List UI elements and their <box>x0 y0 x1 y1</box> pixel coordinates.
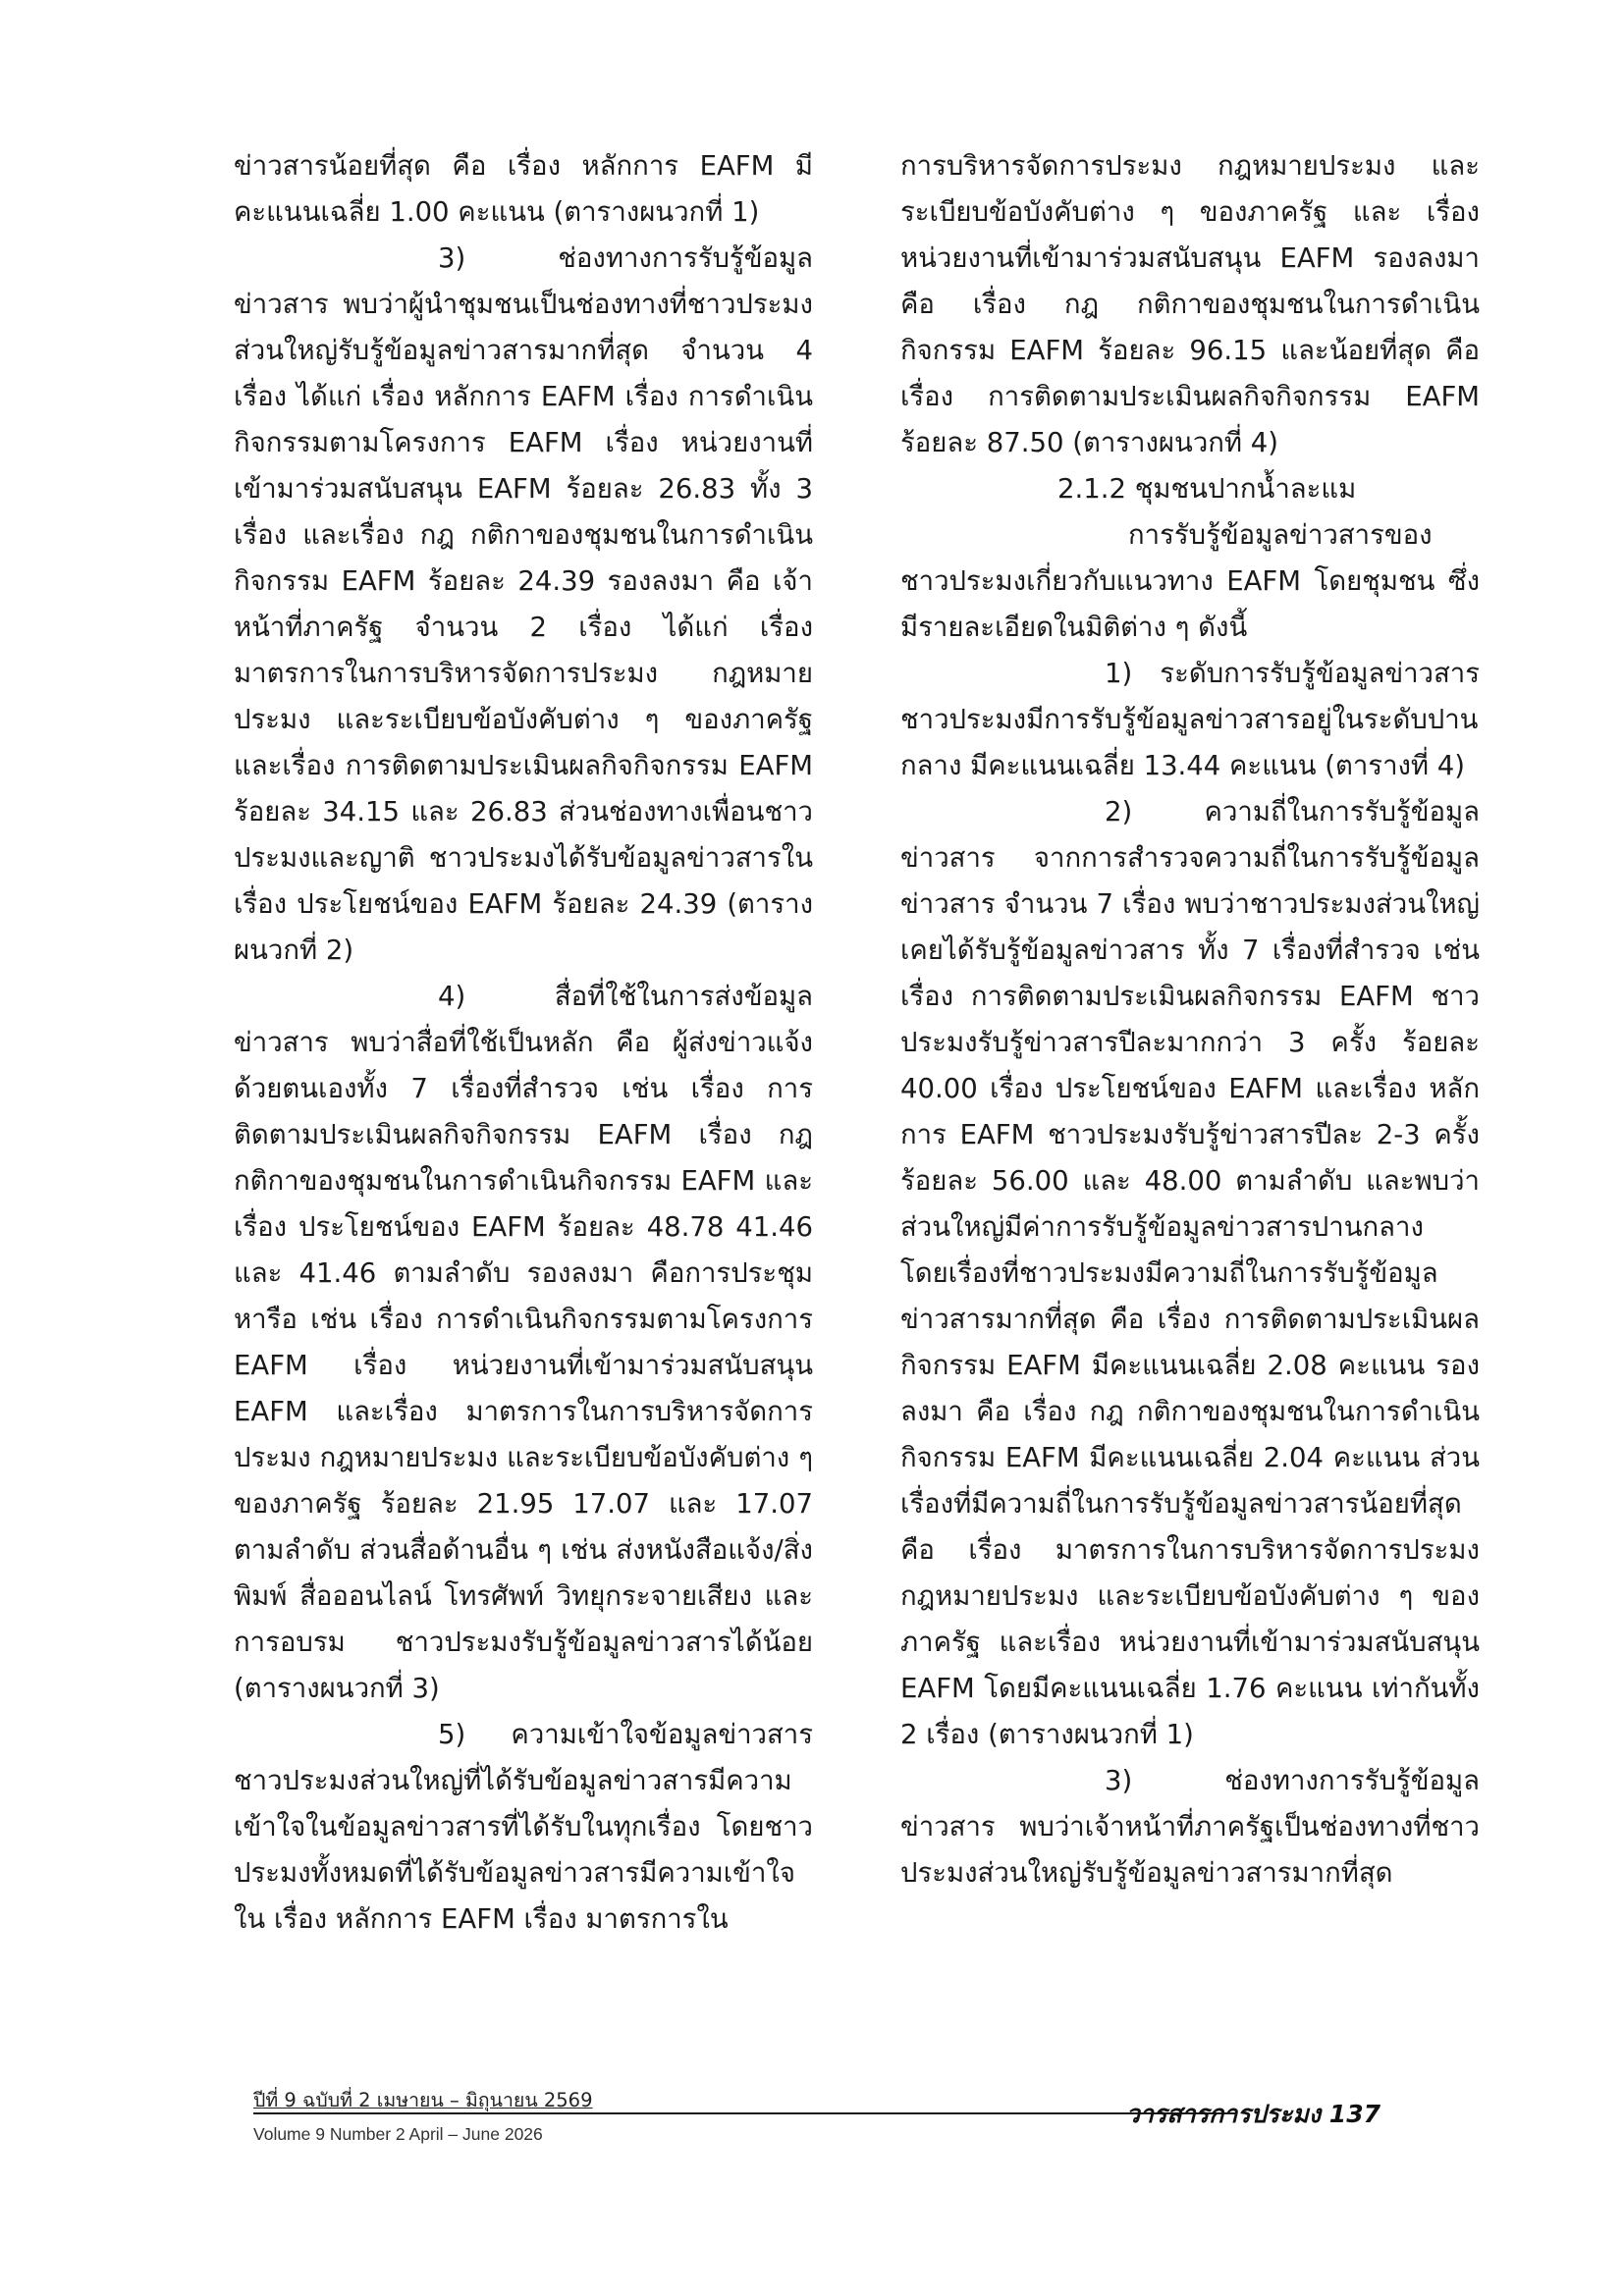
issue-english: Volume 9 Number 2 April – June 2026 <box>253 2124 543 2144</box>
paragraph: 2.1.2 ชุมชนปากน้ำละแม <box>1057 473 1357 505</box>
paragraph: 3) ช่องทางการรับรู้ข้อมูลข่าวสาร พบว่าเจ้าหน้าที่ภาครัฐเป็นช่องทางที่ชาวประมงส่วนใหญ่รับรู้ข้อมูลข่าวสารมากที่สุด <box>900 1765 1480 1889</box>
journal-page-number: วารสารการประมง 137 <box>1125 2100 1380 2128</box>
page-footer <box>0 2081 1624 2199</box>
paragraph: การรับรู้ข้อมูลข่าวสารของชาวประมงเกี่ยวกับแนวทาง EAFM โดยชุมชน ซึ่งมีรายละเอียดในมิติต่าง ๆ ดังนี้ <box>900 519 1480 643</box>
paragraph: ข่าวสารน้อยที่สุด คือ เรื่อง หลักการ EAFM มีคะแนนเฉลี่ย 1.00 คะแนน (ตารางผนวกที่ 1) <box>234 150 813 228</box>
paragraph: 3) ช่องทางการรับรู้ข้อมูลข่าวสาร พบว่าผู้นำชุมชนเป็นช่องทางที่ชาวประมงส่วนใหญ่รับรู้ข้อมูลข่าวสารมากที่สุด จำนวน 4 เรื่อง ได้แก่ เรื่อง หลักการ EAFM เรื่อง การดำเนินกิจกรรมตามโครงการ EAFM เรื่อง หน่วยงานที่เข้ามาร่วมสนับสนุน EAFM ร้อยละ 26.83 ทั้ง 3 เรื่อง และเรื่อง กฎ กติกาของชุมชนในการดำเนินกิจกรรม EAFM ร้อยละ 24.39 รองลงมา คือ เจ้าหน้าที่ภาครัฐ จำนวน 2 เรื่อง ได้แก่ เรื่อง มาตรการในการบริหารจัดการประมง กฎหมายประมง และระเบียบข้อบังคับต่าง ๆ ของภาครัฐ และเรื่อง การติดตามประเมินผลกิจกิจกรรม EAFM ร้อยละ 34.15 และ 26.83 ส่วนช่องทางเพื่อนชาวประมงและญาติ ชาวประมงได้รับข้อมูลข่าวสารในเรื่อง ประโยชน์ของ EAFM ร้อยละ 24.39 (ตารางผนวกที่ 2) <box>234 242 813 966</box>
issue-thai: ปีที่ 9 ฉบับที่ 2 เมษายน – มิถุนายน 2569 <box>253 2089 593 2111</box>
paragraph: 4) สื่อที่ใช้ในการส่งข้อมูลข่าวสาร พบว่าสื่อที่ใช้เป็นหลัก คือ ผู้ส่งข่าวแจ้งด้วยตนเองทั้ง 7 เรื่องที่สำรวจ เช่น เรื่อง การติดตามประเมินผลกิจกิจกรรม EAFM เรื่อง กฎ กติกาของชุมชนในการดำเนินกิจกรรม EAFM และเรื่อง ประโยชน์ของ EAFM ร้อยละ 48.78 41.46 และ 41.46 ตามลำดับ รองลงมา คือการประชุมหารือ เช่น เรื่อง การดำเนินกิจกรรมตามโครงการ EAFM เรื่อง หน่วยงานที่เข้ามาร่วมสนับสนุน EAFM และเรื่อง มาตรการในการบริหารจัดการประมง กฎหมายประมง และระเบียบข้อบังคับต่าง ๆ ของภาครัฐ ร้อยละ 21.95 17.07 และ 17.07 ตามลำดับ ส่วนสื่อด้านอื่น ๆ เช่น ส่งหนังสือแจ้ง/สิ่งพิมพ์ สื่อออนไลน์ โทรศัพท์ วิทยุกระจายเสียง และการอบรม ชาวประมงรับรู้ข้อมูลข่าวสารได้น้อย (ตารางผนวกที่ 3) <box>234 981 813 1704</box>
right-column <box>900 143 1480 1896</box>
footer-rule <box>253 2112 1235 2114</box>
left-column <box>234 143 813 1943</box>
paragraph: 2) ความถี่ในการรับรู้ข้อมูลข่าวสาร จากการสำรวจความถี่ในการรับรู้ข้อมูลข่าวสาร จำนวน 7 เรื่อง พบว่าชาวประมงส่วนใหญ่เคยได้รับรู้ข้อมูลข่าวสาร ทั้ง 7 เรื่องที่สำรวจ เช่น เรื่อง การติดตามประเมินผลกิจกรรม EAFM ชาวประมงรับรู้ข่าวสารปีละมากกว่า 3 ครั้ง ร้อยละ 40.00 เรื่อง ประโยชน์ของ EAFM และเรื่อง หลักการ EAFM ชาวประมงรับรู้ข่าวสารปีละ 2-3 ครั้ง ร้อยละ 56.00 และ 48.00 ตามลำดับ และพบว่าส่วนใหญ่มีค่าการรับรู้ข้อมูลข่าวสารปานกลาง โดยเรื่องที่ชาวประมงมีความถี่ในการรับรู้ข้อมูลข่าวสารมากที่สุด คือ เรื่อง การติดตามประเมินผลกิจกรรม EAFM มีคะแนนเฉลี่ย 2.08 คะแนน รองลงมา คือ เรื่อง กฎ กติกาของชุมชนในการดำเนินกิจกรรม EAFM มีคะแนนเฉลี่ย 2.04 คะแนน ส่วนเรื่องที่มีความถี่ในการรับรู้ข้อมูลข่าวสารน้อยที่สุด คือ เรื่อง มาตรการในการบริหารจัดการประมง กฎหมายประมง และระเบียบข้อบังคับต่าง ๆ ของภาครัฐ และเรื่อง หน่วยงานที่เข้ามาร่วมสนับสนุน EAFM โดยมีคะแนนเฉลี่ย 1.76 คะแนน เท่ากันทั้ง 2 เรื่อง (ตารางผนวกที่ 1) <box>900 796 1480 1750</box>
paragraph: 1) ระดับการรับรู้ข้อมูลข่าวสาร ชาวประมงมีการรับรู้ข้อมูลข่าวสารอยู่ในระดับปานกลาง มีคะแนนเฉลี่ย 13.44 คะแนน (ตารางที่ 4) <box>900 658 1480 781</box>
paragraph: 5) ความเข้าใจข้อมูลข่าวสาร ชาวประมงส่วนใหญ่ที่ได้รับข้อมูลข่าวสารมีความเข้าใจในข้อมูลข่าวสารที่ได้รับในทุกเรื่อง โดยชาวประมงทั้งหมดที่ได้รับข้อมูลข่าวสารมีความเข้าใจใน เรื่อง หลักการ EAFM เรื่อง มาตรการใน <box>234 1719 813 1935</box>
paragraph: การบริหารจัดการประมง กฎหมายประมง และระเบียบข้อบังคับต่าง ๆ ของภาครัฐ และ เรื่อง หน่วยงานที่เข้ามาร่วมสนับสนุน EAFM รองลงมา คือ เรื่อง กฎ กติกาของชุมชนในการดำเนินกิจกรรม EAFM ร้อยละ 96.15 และน้อยที่สุด คือ เรื่อง การติดตามประเมินผลกิจกิจกรรม EAFM ร้อยละ 87.50 (ตารางผนวกที่ 4) <box>900 150 1480 458</box>
